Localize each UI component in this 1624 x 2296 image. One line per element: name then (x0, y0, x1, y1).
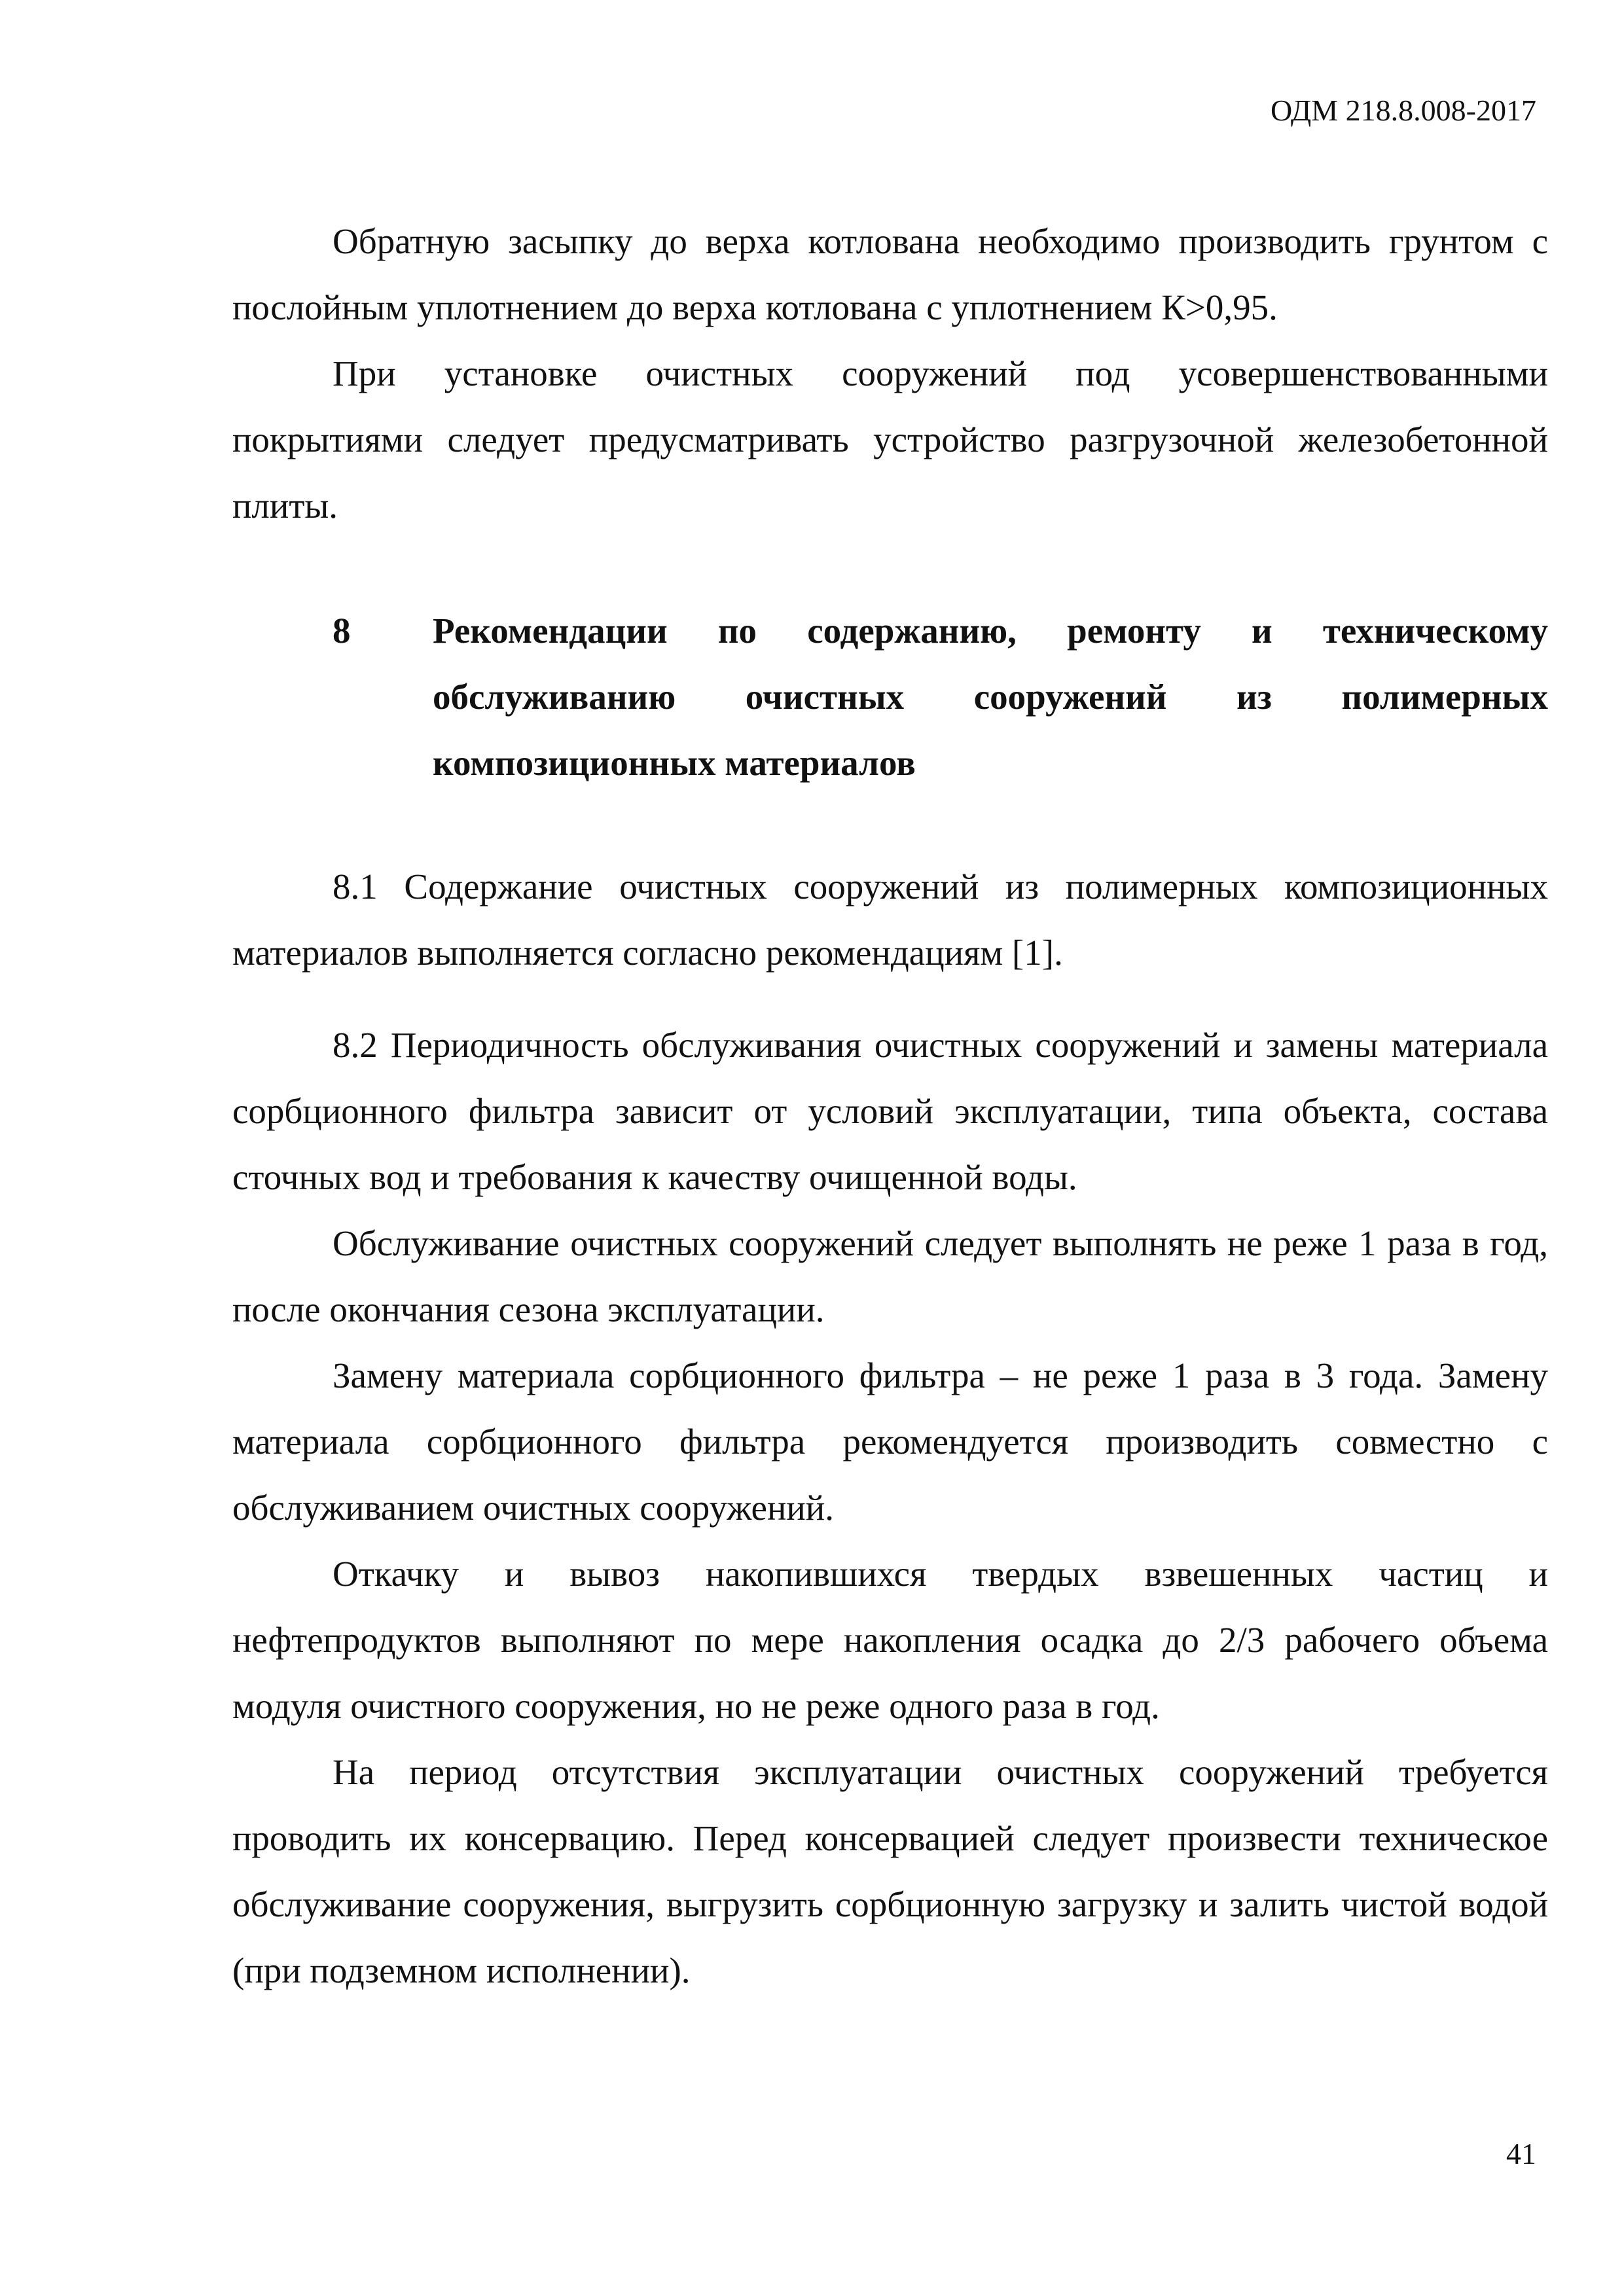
paragraph-maintenance-frequency: Обслуживание очистных сооружений следует выполнять не реже 1 раза в год, после окончания сезона эксплуатации. (232, 1223, 1548, 1329)
section-number: 8 (333, 611, 351, 651)
paragraph-unloading-slab: При установке очистных сооружений под усовершенствованными покрытиями следует предусматривать устройство разгрузочной железобетонной плиты. (232, 353, 1548, 526)
paragraph-conservation: На период отсутствия эксплуатации очистных сооружений требуется проводить их консервацию. Перед консервацией следует произвести техническое обслуживание сооружения, выгрузить сорбционную загрузку и залить чистой водой (при подземном исполнении). (232, 1752, 1548, 1990)
paragraph-sediment-removal: Откачку и вывоз накопившихся твердых взвешенных частиц и нефтепродуктов выполняют по мере накопления осадка до 2/3 рабочего объема модуля очистного сооружения, но не реже одного раза в год. (232, 1554, 1548, 1726)
document-code: ОДМ 218.8.008-2017 (1270, 94, 1536, 127)
section-heading (232, 598, 1548, 796)
page-body (232, 208, 1548, 2003)
paragraph-8-1: 8.1 Содержание очистных сооружений из полимерных композиционных материалов выполняется согласно рекомендациям [1]. (232, 867, 1548, 973)
section-title: Рекомендации по содержанию, ремонту и техническому обслуживанию очистных сооружений из полимерных композиционных материалов (433, 611, 1548, 783)
paragraph-backfill: Обратную засыпку до верха котлована необходимо производить грунтом с послойным уплотнением до верха котлована с уплотнением К>0,95. (232, 221, 1548, 327)
paragraph-8-2: 8.2 Периодичность обслуживания очистных сооружений и замены материала сорбционного фильтра зависит от условий эксплуатации, типа объекта, состава сточных вод и требования к качеству очищенной воды. (232, 1025, 1548, 1197)
paragraph-filter-replacement: Замену материала сорбционного фильтра – не реже 1 раза в 3 года. Замену материала сорбционного фильтра рекомендуется производить совместно с обслуживанием очистных сооружений. (232, 1355, 1548, 1528)
page-number: 41 (1506, 2137, 1536, 2170)
